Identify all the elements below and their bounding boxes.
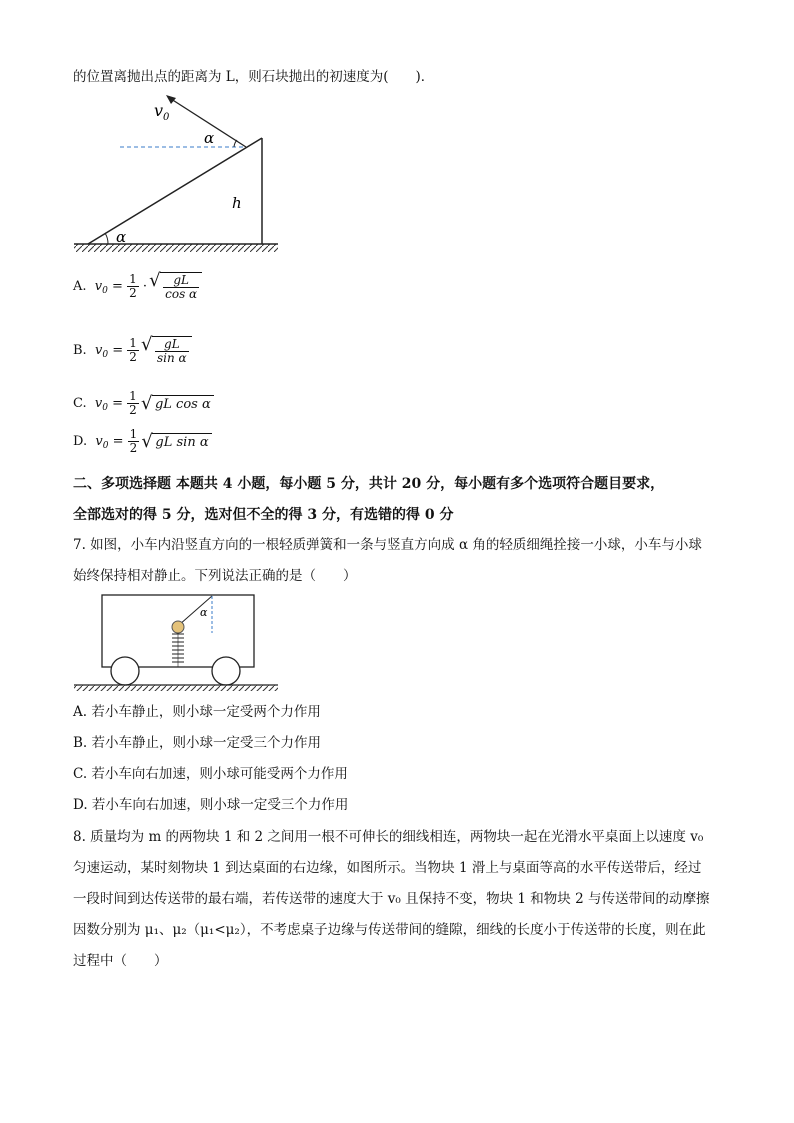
q8-stem-line1: 8. 质量均为 m 的两物块 1 和 2 之间用一根不可伸长的细线相连，两物块一起在光滑水平桌面上以速度 v₀ [73,829,704,845]
left-wheel [111,657,139,685]
option-letter: C. [73,396,87,411]
ground-hatch [74,244,278,252]
q7-stem-line2: 始终保持相对静止。下列说法正确的是（ ） [73,568,357,584]
q7-stem-line1: 7. 如图，小车内沿竖直方向的一根轻质弹簧和一条与竖直方向成 α 角的轻质细绳拴接一小球，小车与小球 [73,537,702,553]
fraction-half: $\frac{1}{2}$ [129,272,137,300]
ground-hatch [74,685,278,691]
q8-stem-line4: 因数分别为 μ₁、μ₂（μ₁<μ₂），不考虑桌子边缘与传送带间的缝隙，细线的长度小于传送带的长度，则在此 [73,922,706,938]
q6-option-a[interactable]: A. $v_0$ = $\frac{1}{2}$ · √ $\frac{gL}{\text{cos α}}$ [73,272,202,301]
fraction-half: $\frac{1}{2}$ [129,427,138,455]
incline-figure [70,90,285,260]
cart-figure [70,590,285,695]
incline-slope [88,138,262,244]
option-letter: B. [73,343,87,358]
radical: √ $\frac{gL}{\text{cos α}}$ [160,272,202,301]
ball [172,621,184,633]
h-label: h [232,194,242,212]
option-lhs: $v_0$ [95,434,109,451]
option-lhs: $v_0$ [94,279,108,296]
fraction-half: $\frac{1}{2}$ [129,389,137,417]
q6-option-c[interactable]: C. $v_0$ = $\frac{1}{2}$ √ gL cos α [73,390,214,417]
velocity-arrowhead [166,95,176,104]
radical: √ $\frac{gL}{\text{sin α}}$ [152,336,192,365]
section2-heading-line1: 二、多项选择题 本题共 4 小题，每小题 5 分，共计 20 分，每小题有多个选项符合题目要求， [73,476,665,492]
section2-heading-line2: 全部选对的得 5 分，选对但不全的得 3 分，有选错的得 0 分 [73,507,454,523]
alpha-top-label: α [204,129,215,147]
angle-arc-bottom [105,233,108,244]
q7-option-a[interactable]: A. 若小车静止，则小球一定受两个力作用 [73,704,321,720]
q6-option-b[interactable]: B. $v_0$ = $\frac{1}{2}$ √ $\frac{gL}{\text{sin α}}$ [73,336,192,365]
option-lhs: $v_0$ [94,396,108,413]
q8-stem-line5: 过程中（ ） [73,953,168,969]
q7-option-b[interactable]: B. 若小车静止，则小球一定受三个力作用 [73,735,322,751]
alpha-label: α [200,606,208,619]
q6-option-d[interactable]: D. $v_0$ = $\frac{1}{2}$ √ gL sin α [73,428,212,455]
q7-option-c[interactable]: C. 若小车向右加速，则小球可能受两个力作用 [73,766,348,782]
q6-question-tail: 的位置离抛出点的距离为 L，则石块抛出的初速度为( )． [73,69,435,85]
q8-stem-line2: 匀速运动，某时刻物块 1 到达桌面的右边缘，如图所示。当物块 1 滑上与桌面等高的水平传送带后，经过 [73,860,702,876]
v0-label: $v_0$ [154,101,170,123]
angle-arc-top [234,140,237,147]
radical: √ gL cos α [152,395,214,412]
q8-stem-line3: 一段时间到达传送带的最右端，若传送带的速度大于 v₀ 且保持不变，物块 1 和物块 2 与传送带间的动摩擦 [73,891,710,907]
option-lhs: $v_0$ [94,343,109,360]
right-wheel [212,657,240,685]
option-letter: A. [73,279,87,294]
option-letter: D. [73,434,88,449]
q7-option-d[interactable]: D. 若小车向右加速，则小球一定受三个力作用 [73,797,349,813]
alpha-bottom-label: α [116,228,127,246]
fraction-half: $\frac{1}{2}$ [129,336,137,364]
radical: √ gL sin α [152,433,211,450]
